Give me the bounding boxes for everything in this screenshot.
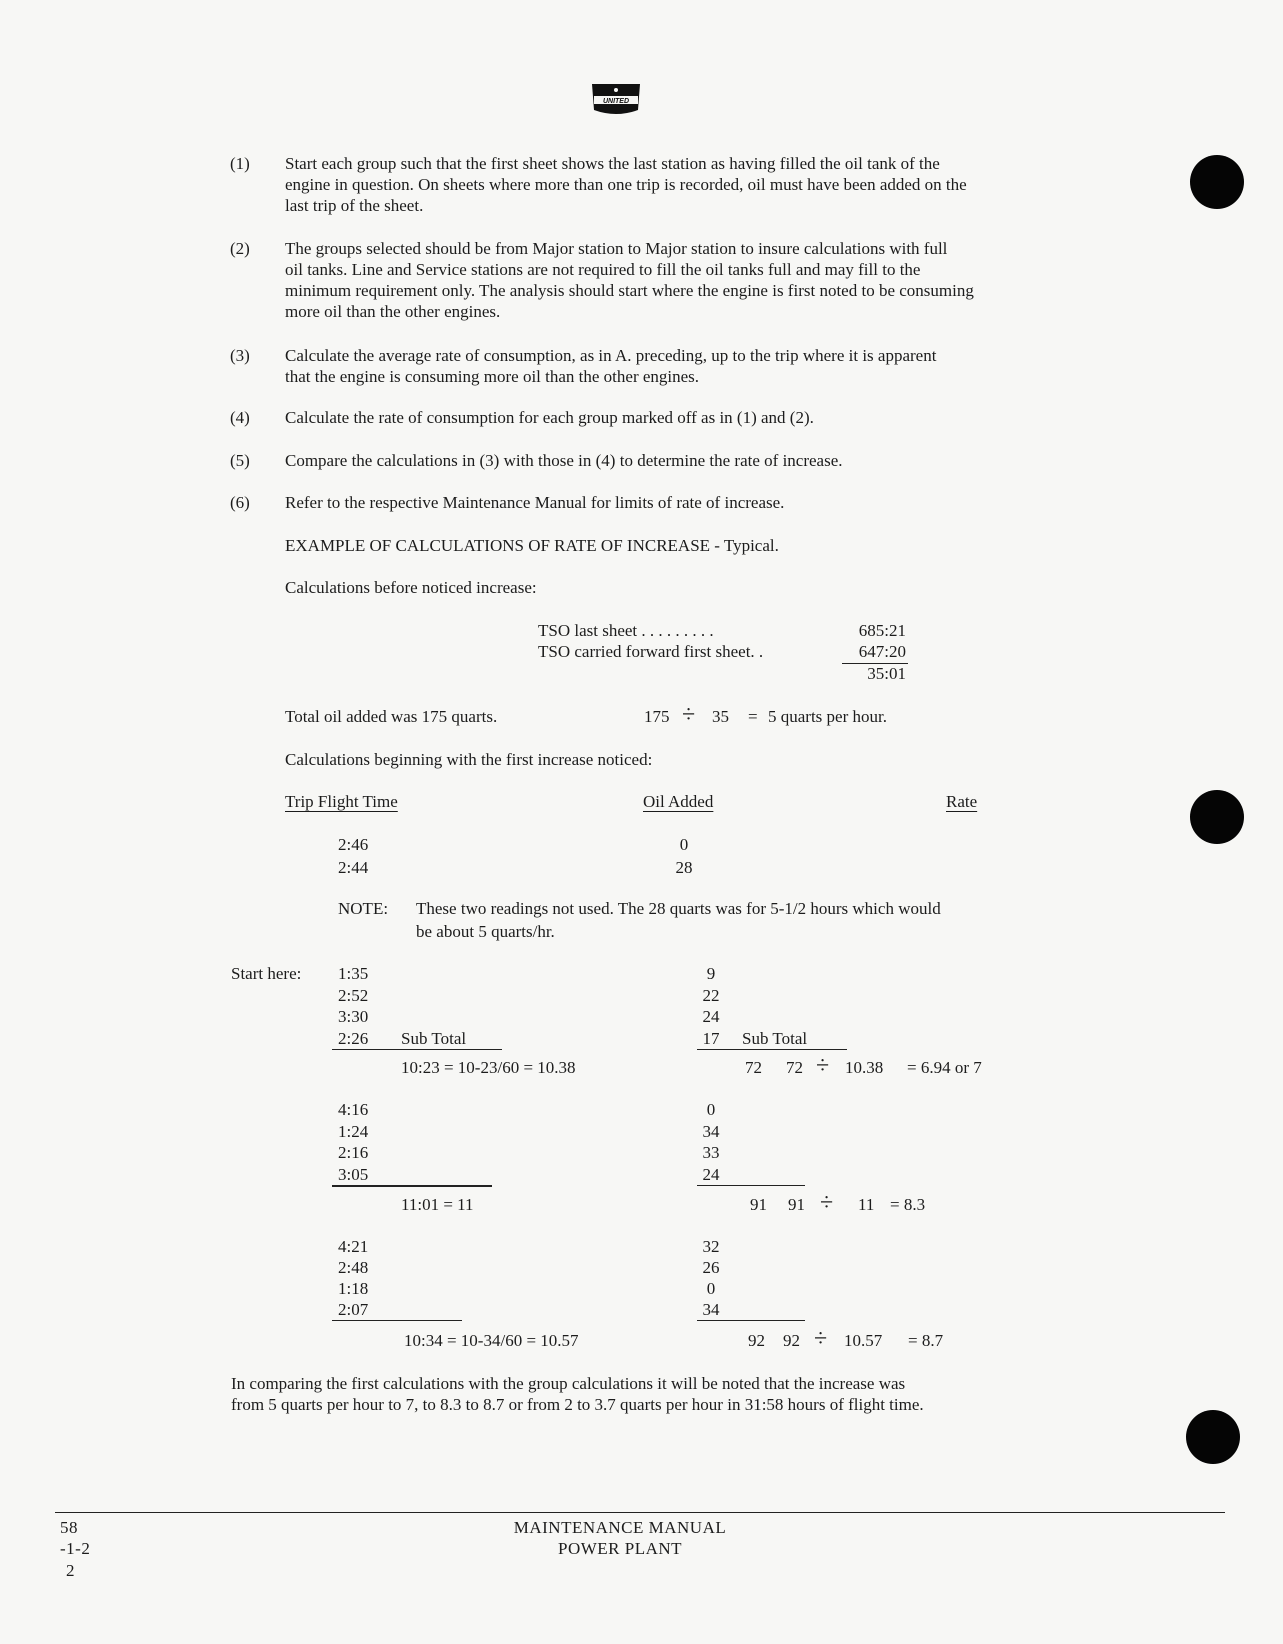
footer-page-number: 58 [60, 1518, 78, 1537]
calc-result: = 6.94 or 7 [907, 1058, 982, 1077]
conclusion-line-2: from 5 quarts per hour to 7, to 8.3 to 8.7 or from 2 to 3.7 quarts per hour in 31:58 hours of flight time. [231, 1395, 924, 1414]
tso-difference: 35:01 [867, 664, 906, 683]
item-text: Compare the calculations in (3) with those in (4) to determine the rate of increase. [285, 451, 843, 470]
division-sign-icon: ÷ [820, 1190, 834, 1216]
calc-result: = 8.3 [890, 1195, 926, 1214]
group-oil: 17 [702, 1029, 720, 1048]
total-oil-result: 5 quarts per hour. [768, 707, 887, 726]
group-time: 1:35 [338, 964, 369, 983]
initial-time: 2:46 [338, 835, 369, 854]
group-time: 4:21 [338, 1237, 369, 1256]
time-total: 10:34 = 10-34/60 = 10.57 [404, 1331, 579, 1350]
tso-forward-label: TSO carried forward first sheet. . [538, 642, 764, 661]
example-title: EXAMPLE OF CALCULATIONS OF RATE OF INCREASE - Typical. [285, 536, 779, 555]
oil-total: 92 [748, 1331, 765, 1350]
item-line: The groups selected should be from Major station to Major station to insure calculations with full [285, 239, 948, 258]
group-time: 3:05 [338, 1165, 369, 1184]
tso-forward-value: 647:20 [858, 642, 906, 661]
item-line: Start each group such that the first sheet shows the last station as having filled the oil tank of the [285, 154, 940, 173]
item-text [285, 153, 1165, 216]
group-oil: 24 [702, 1007, 720, 1026]
oil-total: 72 [745, 1058, 762, 1077]
note-line-2: be about 5 quarts/hr. [416, 922, 555, 941]
group-time: 1:24 [338, 1122, 369, 1141]
tso-last-label: TSO last sheet . . . . . . . . . [538, 621, 714, 640]
oil-subtotal-rule [697, 1320, 805, 1321]
item-number: (6) [230, 493, 250, 512]
binder-hole-middle [1190, 790, 1244, 844]
item-line: more oil than the other engines. [285, 302, 501, 321]
time-subtotal-rule [332, 1049, 502, 1050]
group-time: 1:18 [338, 1279, 369, 1298]
group-time: 2:48 [338, 1258, 369, 1277]
division-sign-icon: ÷ [816, 1053, 830, 1079]
group-time: 4:16 [338, 1100, 369, 1119]
calc-dividend: 92 [783, 1331, 800, 1350]
initial-oil: 0 [679, 835, 689, 854]
oil-subtotal-rule [697, 1185, 805, 1186]
note-line-1: These two readings not used. The 28 quarts was for 5-1/2 hours which would [416, 899, 941, 918]
item-number: (3) [230, 346, 250, 365]
time-total: 11:01 = 11 [401, 1195, 474, 1214]
united-shield-logo [588, 82, 644, 122]
item-line: minimum requirement only. The analysis should start where the engine is first noted to be consuming [285, 281, 974, 300]
footer-section: -1-2 [60, 1539, 91, 1558]
oil-subtotal-rule [697, 1049, 847, 1050]
beginning-label: Calculations beginning with the first increase noticed: [285, 750, 653, 769]
calc-dividend: 91 [788, 1195, 805, 1214]
total-oil-equals: = [748, 707, 758, 726]
group-oil: 9 [706, 964, 716, 983]
item-text [285, 238, 1165, 322]
time-total: 10:23 = 10-23/60 = 10.38 [401, 1058, 576, 1077]
footer-title: MAINTENANCE MANUAL [513, 1518, 727, 1537]
initial-oil: 28 [675, 858, 693, 877]
item-number: (2) [230, 239, 250, 258]
header-rate: Rate [946, 792, 978, 811]
group-oil: 22 [702, 986, 720, 1005]
conclusion-line-1: In comparing the first calculations with the group calculations it will be noted that the increase was [231, 1374, 906, 1393]
item-text: Calculate the rate of consumption for each group marked off as in (1) and (2). [285, 408, 814, 427]
item-line: last trip of the sheet. [285, 196, 424, 215]
footer-revision: 2 [66, 1561, 75, 1580]
item-line: engine in question. On sheets where more than one trip is recorded, oil must have been added on the [285, 175, 967, 194]
item-number: (5) [230, 451, 250, 470]
item-line: that the engine is consuming more oil than the other engines. [285, 367, 700, 386]
time-subtotal-rule [332, 1320, 462, 1321]
group-oil: 0 [706, 1100, 716, 1119]
before-increase-label: Calculations before noticed increase: [285, 578, 537, 597]
calc-dividend: 72 [786, 1058, 803, 1077]
footer-subtitle: POWER PLANT [557, 1539, 683, 1558]
total-oil-dividend: 175 [644, 707, 670, 726]
time-subtotal-rule [332, 1185, 492, 1187]
start-here-label: Start here: [231, 964, 302, 983]
item-number: (1) [230, 154, 250, 173]
group-oil: 24 [702, 1165, 720, 1184]
group-oil: 26 [702, 1258, 720, 1277]
group-oil: 32 [702, 1237, 720, 1256]
binder-hole-bottom [1186, 1410, 1240, 1464]
oil-total: 91 [750, 1195, 767, 1214]
division-sign-icon: ÷ [682, 702, 696, 728]
calc-result: = 8.7 [908, 1331, 944, 1350]
item-text: Refer to the respective Maintenance Manual for limits of rate of increase. [285, 493, 785, 512]
item-line: oil tanks. Line and Service stations are not required to fill the oil tanks full and may fill to the [285, 260, 921, 279]
group-time: 2:07 [338, 1300, 369, 1319]
header-trip-flight-time: Trip Flight Time [285, 792, 398, 811]
group-oil: 0 [706, 1279, 716, 1298]
total-oil-divisor: 35 [712, 707, 729, 726]
group-time: 2:26 [338, 1029, 369, 1048]
binder-hole-top [1190, 155, 1244, 209]
time-subtotal-label: Sub Total [401, 1029, 467, 1048]
logo-text: UNITED [602, 98, 630, 105]
oil-subtotal-label: Sub Total [742, 1029, 808, 1048]
tso-last-value: 685:21 [858, 621, 906, 640]
division-sign-icon: ÷ [814, 1326, 828, 1352]
group-oil: 34 [702, 1122, 720, 1141]
note-label: NOTE: [338, 899, 389, 918]
footer-rule [55, 1512, 1225, 1513]
group-time: 2:52 [338, 986, 369, 1005]
item-text [285, 345, 1165, 387]
header-oil-added: Oil Added [643, 792, 714, 811]
group-oil: 34 [702, 1300, 720, 1319]
calc-divisor: 10.38 [845, 1058, 884, 1077]
calc-divisor: 10.57 [844, 1331, 883, 1350]
item-line: Calculate the average rate of consumption, as in A. preceding, up to the trip where it is apparent [285, 346, 937, 365]
total-oil-text: Total oil added was 175 quarts. [285, 707, 498, 726]
group-time: 2:16 [338, 1143, 369, 1162]
initial-time: 2:44 [338, 858, 369, 877]
calc-divisor: 11 [858, 1195, 875, 1214]
group-time: 3:30 [338, 1007, 369, 1026]
item-number: (4) [230, 408, 250, 427]
group-oil: 33 [702, 1143, 720, 1162]
